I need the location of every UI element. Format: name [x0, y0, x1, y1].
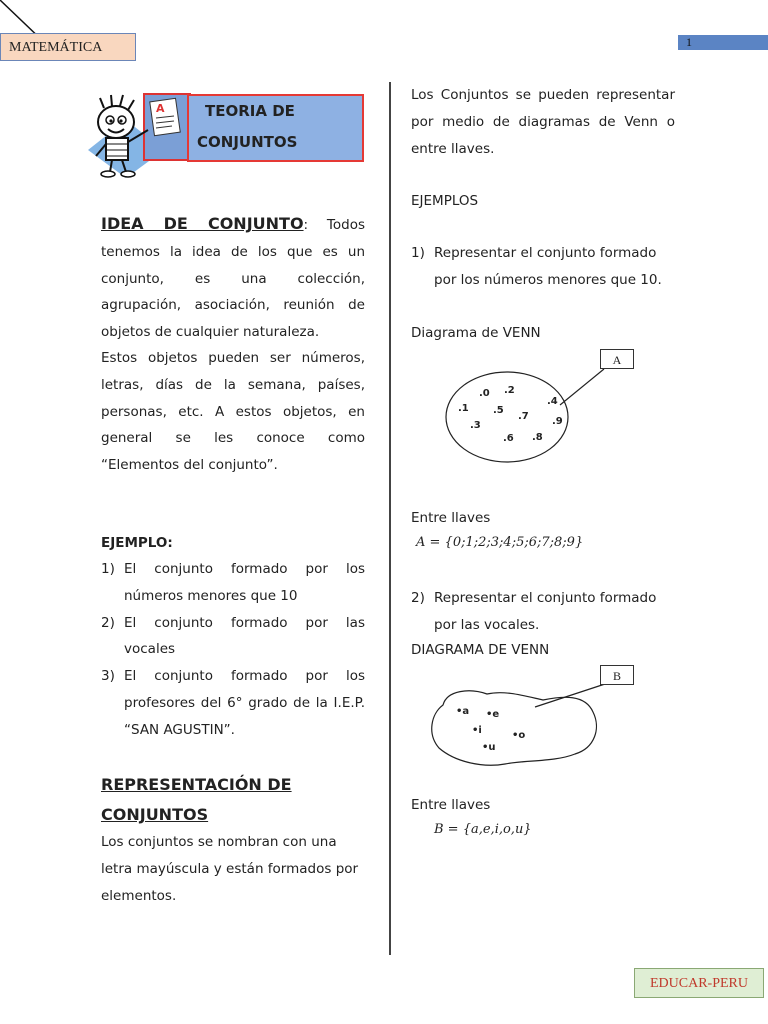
rep-heading-line-1: REPRESENTACIÓN DE [101, 775, 292, 794]
svg-text:A: A [156, 102, 165, 115]
example-list [101, 556, 365, 744]
set-b-label: B [600, 665, 634, 685]
page-title [187, 94, 364, 162]
set-element: •e [486, 709, 500, 720]
braces2-expression: B = {a,e,i,o,u} [434, 822, 532, 837]
set-element: .9 [552, 416, 563, 427]
page-number: 1 [678, 35, 768, 50]
set-element: .4 [547, 396, 558, 407]
column-divider [389, 82, 391, 955]
representation-heading [101, 770, 292, 830]
set-element: .7 [518, 411, 529, 422]
example-1: 1) Representar el conjunto formado por los números menores que 10. [411, 245, 662, 288]
idea-paragraph-2: Estos objetos pueden ser números, letras, días de la semana, países, personas, etc. A estos objetos, en general se les conoce como “Elementos del conjunto”. [101, 350, 365, 474]
set-element: .3 [470, 420, 481, 431]
braces1-expression: A = {0;1;2;3;4;5;6;7;8;9} [416, 535, 584, 550]
set-element: •u [482, 742, 496, 753]
set-element: •a [456, 706, 470, 717]
set-b-blob [432, 691, 597, 765]
footer-brand: EDUCAR-PERU [634, 968, 764, 998]
set-b-connector [535, 684, 605, 707]
rep-heading-line-2: CONJUNTOS [101, 805, 209, 824]
intro-paragraph: Los Conjuntos se pueden representar por medio de diagramas de Venn o entre llaves. [411, 87, 675, 157]
representation-text: Los conjuntos se nombran con una letra mayúscula y están formados por elementos. [101, 834, 359, 904]
set-element: .0 [479, 388, 490, 399]
examples-heading: EJEMPLOS [411, 193, 479, 209]
set-element: •o [512, 730, 526, 741]
set-element: .2 [504, 385, 515, 396]
braces1-heading: Entre llaves [411, 510, 491, 526]
venn2-heading: DIAGRAMA DE VENN [411, 642, 550, 658]
mascot-illustration [86, 90, 192, 180]
idea-paragraph [101, 211, 365, 346]
set-a-connector [560, 369, 604, 405]
idea-heading: IDEA DE CONJUNTO [101, 214, 304, 233]
list-item: 3) El conjunto formado por los profesores del 6° grado de la I.E.P. “SAN AGUSTIN”. [101, 668, 365, 738]
subject-label: MATEMÁTICA [0, 33, 136, 61]
list-item: 2) El conjunto formado por las vocales [101, 614, 365, 658]
title-line-1: TEORIA DE [205, 102, 295, 120]
set-a-label: A [600, 349, 634, 369]
set-element: .6 [503, 433, 514, 444]
set-element: .1 [458, 403, 469, 414]
title-line-2: CONJUNTOS [197, 133, 298, 151]
set-element: •i [472, 725, 482, 736]
example-2: 2) Representar el conjunto formado por las vocales. [411, 590, 657, 633]
braces2-heading: Entre llaves [411, 797, 491, 813]
set-element: .5 [493, 405, 504, 416]
idea-text-1: : Todos tenemos la idea de los que es un conjunto, es una colección, agrupación, asociación, reunión de objetos de cualquier naturaleza. [101, 217, 365, 341]
list-item: 1) El conjunto formado por los números menores que 10 [101, 561, 365, 604]
example-heading: EJEMPLO: [101, 535, 173, 551]
venn1-heading: Diagrama de VENN [411, 325, 541, 341]
set-element: .8 [532, 432, 543, 443]
